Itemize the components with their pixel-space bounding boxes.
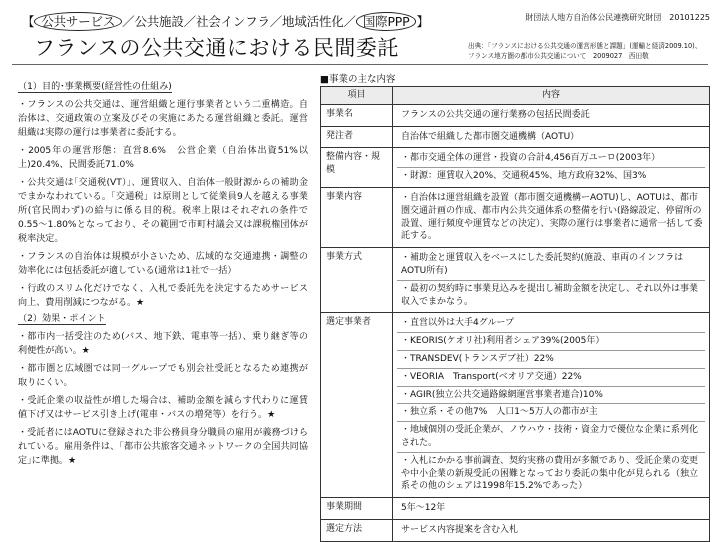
overview-paragraph: ・行政のスリム化だけでなく、入札で委託先を決定するためサービス向上、費用削減につながる。★ [18, 284, 308, 308]
table-heading: ■事業の主な内容 [320, 74, 396, 85]
table-row [321, 248, 710, 313]
row-content [393, 187, 710, 247]
content-item: ・財源：運賃収入20%、交通税45%、地方政府32%、国3% [397, 167, 705, 185]
column-header-item: 項目 [321, 87, 393, 105]
section-heading-purpose: （1）目的･事業概要(経営性の仕組み) [18, 82, 172, 92]
row-label: 事業方式 [321, 248, 393, 313]
table-row [321, 519, 710, 541]
row-label: 発注者 [321, 126, 393, 148]
content-item: サービス内容提案を含む入札 [401, 524, 519, 535]
table-row [321, 498, 710, 520]
tags-open-bracket: 【 [22, 14, 35, 29]
row-content [393, 148, 710, 188]
row-label: 選定方法 [321, 519, 393, 541]
overview-paragraph: ・公共交通は｢交通税(VT）｣、運賃収入、自治体一般財源からの補助金でまかなわれている。「交通税」は原則として従業員9人を越える事業所(官民問わず)の給与に係る目的税。税率上限はそれぞれの条件で0.55～1.80%となっており、その範囲で市町村議会又は課税権団体が税率決定。 [18, 178, 308, 244]
table-row [321, 126, 710, 148]
row-content [393, 126, 710, 148]
table-row [321, 187, 710, 247]
content-item: フランスの公共交通の運行業務の包括民間委託 [401, 109, 590, 120]
effects-paragraph: ・都市圏と広域圏では同一グループでも別会社受託となるため連携が取りにくい。 [18, 364, 308, 388]
tags-separator: ／ [343, 14, 356, 29]
content-item: ・補助金と運賃収入をベースにした委託契約(施設、車両のインフラはAOTU所有) [401, 253, 684, 276]
row-label: 事業内容 [321, 187, 393, 247]
row-label: 選定事業者 [321, 313, 393, 498]
content-item: ・直営以外は大手4グループ [401, 318, 515, 329]
column-header-content: 内容 [393, 87, 710, 105]
content-item: ・TRANSDEV(トランスデブ社）22% [397, 350, 705, 368]
tags-close-bracket: 】 [416, 14, 429, 29]
row-content [393, 104, 710, 126]
table-header-row [321, 87, 710, 105]
tags-separator: ／ [122, 14, 135, 29]
content-item: 自治体で組織した都市圏交通機構（AOTU） [401, 131, 580, 142]
effects-paragraph: ・受託者にはAOTUに登録された非公務員身分職員の雇用が義務づけられている。雇用条件は、｢都市公共旅客交通ネットワークの全国共同協定｣に準拠。★ [18, 428, 308, 466]
content-item: ・VEORIA Transport(ベオリア交通）22% [397, 368, 705, 386]
project-details-table [320, 86, 710, 542]
effects-paragraph: ・都市内一括受注のため(バス、地下鉄、電車等一括）、乗り継ぎ等の利便性が高い。★ [18, 332, 308, 356]
content-item: ・自治体は運営組織を設置（都市圏交通機構ーAOTU)し、AOTUは、都市圏交通計画の作成、都市内公共交通体系の整備を行い(路線設定、停留所の設置、運行頻度や運賃などの決定）、実際の運行は事業者に通常一括して委託する。 [401, 192, 703, 242]
row-label: 整備内容・規模 [321, 148, 393, 188]
content-item: ・地域個別の受託企業が、ノウハウ・技術・資金力で優位な企業に系列化された。 [397, 421, 705, 452]
content-item: ・入札にかかる事前調査、契約実務の費用が多額であり、受託企業の変更や中小企業の新規受託の困難となっており委託の集中化が見られる（独立系その他のシェアは1998年15.2%であった） [397, 452, 705, 495]
row-content [393, 248, 710, 313]
source-line: 出典：「フランスにおける公共交通の運営形態と課題」(運輸と経済2009.10)、 [468, 42, 702, 50]
content-item: ・KEORIS(ケオリ社)利用者シェア39%(2005年） [397, 332, 705, 350]
row-content [393, 519, 710, 541]
content-item: ・最初の契約時に事業見込みを提出し補助金額を決定し、それ以外は事業収入でまかなう。 [397, 280, 705, 311]
section-heading-effects: （2）効果・ポイント [18, 314, 106, 324]
content-item: ・都市交通全体の運営・投資の合計4,456百万ユーロ(2003年） [401, 153, 661, 164]
row-label: 事業期間 [321, 498, 393, 520]
table-row [321, 104, 710, 126]
effects-paragraph: ・受託企業の収益性が増した場合は、補助金額を減らす代わりに運賃値下げ又はサービス引き上げ(電車・バスの増発等）を行う。★ [18, 396, 308, 420]
row-label: 事業名 [321, 104, 393, 126]
overview-paragraph: ・フランスの公共交通は、運営組織と運行事業者という二重構造。自治体は、交通政策の立案及びその実施にあたる運営組織と委託。運営組織は実際の運行は事業者に委託する。 [18, 100, 308, 138]
source-citation [468, 42, 701, 61]
content-item: ・独立系・その他7% 人口1～5万人の都市が主 [397, 403, 705, 421]
organization-credit: 財団法人地方自治体公民連携研究財団 20101225 [525, 13, 710, 22]
source-line: フランス地方圏の都市公共交通について 2009027 西田敬 [468, 51, 649, 60]
table-row [321, 313, 710, 498]
overview-paragraph: ・2005年の運営形態：直営8.6% 公営企業（自治体出資51%以上)20.4%、民間委託71.0% [18, 146, 308, 170]
overview-paragraph: ・フランスの自治体は規模が小さいため、広域的な交通連携・調整の効率化には包括委託が適している(通常は1社で一括） [18, 252, 308, 276]
row-content [393, 498, 710, 520]
header-divider [12, 64, 708, 65]
page-title: フランスの公共交通における民間委託 [34, 36, 399, 60]
overview-column [18, 80, 308, 468]
tag-international-ppp: 国際PPP [356, 12, 417, 31]
tag-public-service: 公共サービス [34, 12, 122, 31]
content-item: 5年～12年 [401, 503, 446, 514]
row-content [393, 313, 710, 498]
table-row [321, 148, 710, 188]
category-tags [22, 12, 429, 30]
content-item: ・AGIR(独立公共交通路線網運営事業者連合)10% [397, 386, 705, 404]
tag-infrastructure: 公共施設／社会インフラ／地域活性化 [134, 14, 344, 29]
